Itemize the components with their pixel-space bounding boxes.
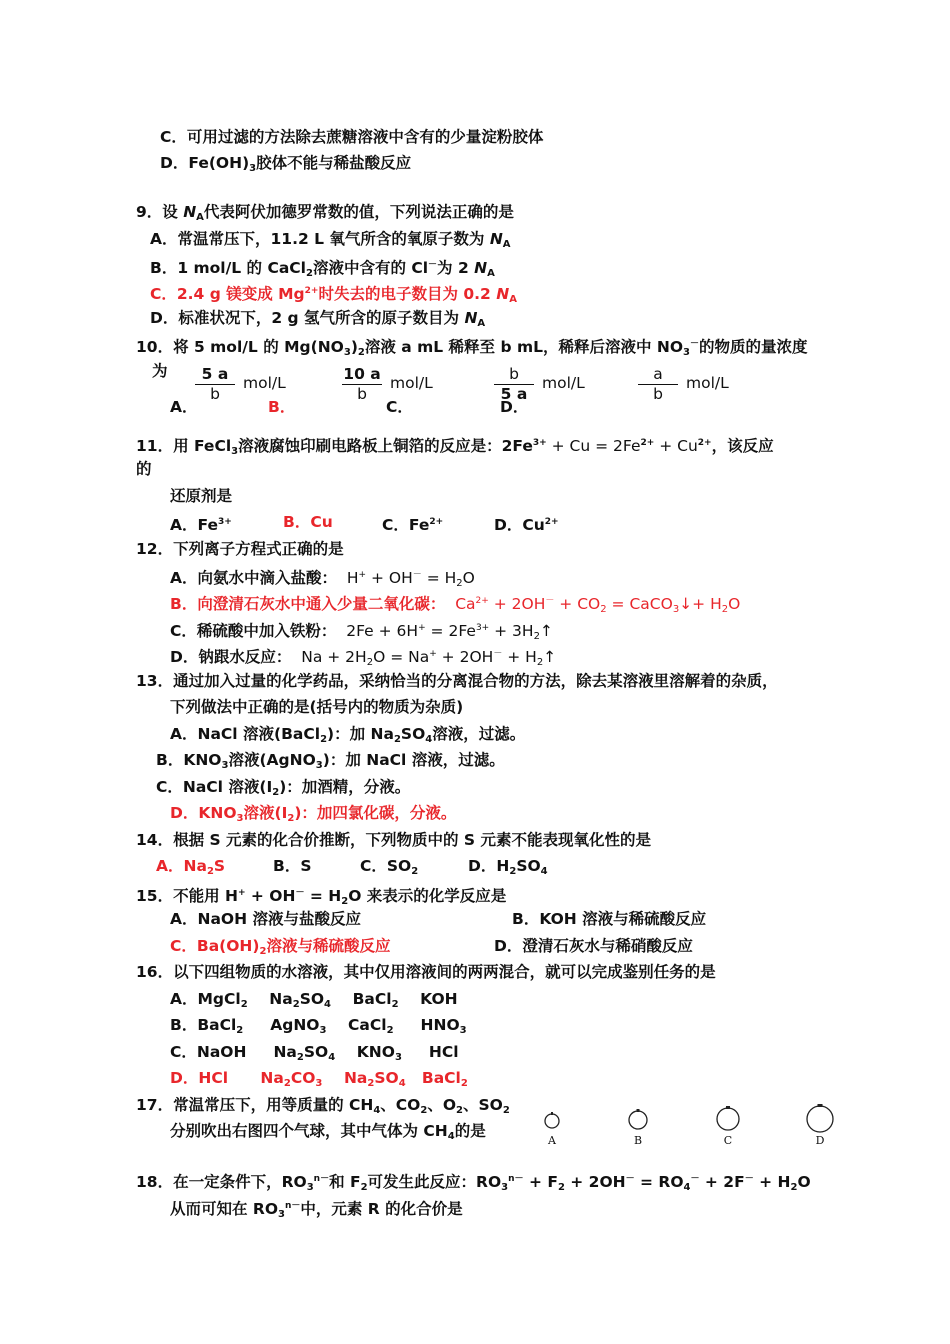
- q13-option-c: C．NaCl 溶液$(I_2)$：加酒精，分液。: [156, 778, 411, 798]
- q9-option-b: B．1 mol/L 的 CaCl$_2$溶液中含有的 Cl－为 2 $N_A$: [150, 259, 495, 279]
- q15-option-b: B．KOH 溶液与稀硫酸反应: [512, 910, 707, 928]
- balloon-b-icon: [618, 1104, 658, 1134]
- q17-stem-line1: 17．常温常压下，用等质量的 $CH_4$、$CO_2$、$O_2$、$SO_2$: [136, 1096, 510, 1116]
- q16-option-d-answer: D．HCl $Na_2CO_3$ $Na_2SO_4$ BaCl$_2$: [170, 1069, 468, 1089]
- q13-stem-line1: 13．通过加入过量的化学药品，采纳恰当的分离混合物的方法，除去某溶液里溶解着的杂质，: [136, 672, 778, 690]
- q16-option-a: A．MgCl$_2$ $Na_2SO_4$ BaCl$_2$ KOH: [170, 990, 458, 1010]
- fraction-unit: mol/L: [686, 374, 729, 392]
- q13-option-a: A．NaCl 溶液(BaCl$_2$)：加 $Na_2SO_4$溶液，过滤。: [170, 725, 526, 745]
- q9-option-a: A．常温常压下，11.2 L 氧气所含的氧原子数为 $N_A$: [150, 230, 511, 250]
- q10-stem: 10．将 5 mol/L 的 $Mg(NO_3)_2$溶液 a mL 稀释至 b mL，稀释后溶液中 $NO_3^-$的物质的量浓度: [136, 338, 808, 358]
- fraction-numerator: 10 a: [343, 365, 381, 383]
- q14-option-b: B．S: [273, 857, 312, 875]
- balloon-d: D: [800, 1104, 840, 1148]
- q18-stem-line1: 18．在一定条件下，$RO_3^{n-}$和 $F_2$可发生此反应：$RO_3^{n-} + F_2 + 2OH^- = RO_4^- + 2F^- + H_2O$: [136, 1173, 811, 1193]
- q9-option-d: D．标准状况下，2 g 氢气所含的原子数目为 $N_A$: [150, 309, 486, 329]
- balloon-b: B: [618, 1104, 658, 1148]
- q16-option-b: B．BaCl$_2$ AgNO$_3$ CaCl$_2$ $HNO_3$: [170, 1016, 467, 1036]
- balloon-a: A: [532, 1104, 572, 1148]
- q16-option-c: C．NaOH $Na_2SO_4$ $KNO_3$ HCl: [170, 1043, 459, 1063]
- fraction-denominator: b: [653, 385, 663, 403]
- q9-option-c-answer: C．2.4 g 镁变成 $Mg^{2+}$时失去的电子数目为 0.2 $N_A$: [150, 285, 517, 305]
- q11-stem: 11．用 FeCl$_3$溶液腐蚀印刷电路板上铜箔的反应是：$2Fe^{3+} + Cu = 2Fe^{2+} + Cu^{2+}$，该反应: [136, 437, 774, 457]
- fraction-unit: mol/L: [390, 374, 433, 392]
- q10-option-c: C．: [386, 398, 413, 416]
- q10-option-a: A．: [170, 398, 198, 416]
- q11-option-a: A．$Fe^{3+}$: [170, 516, 232, 534]
- q14-stem: 14．根据 S 元素的化合价推断，下列物质中的 S 元素不能表现氧化性的是: [136, 831, 651, 849]
- q14-option-c: C．$SO_2$: [360, 857, 419, 877]
- fraction-unit: mol/L: [243, 374, 286, 392]
- q12-option-d: D．钠跟水反应： $Na + 2H_2O = Na^+ + 2OH^-$ + $H_2↑$: [170, 648, 557, 668]
- q12-option-b-answer: B．向澄清石灰水中通入少量二氧化碳： $Ca^{2+} + 2OH^- + CO_2$ = CaCO$_3$↓+ $H_2O$: [170, 595, 741, 615]
- q12-option-c: C．稀硫酸中加入铁粉： $2Fe + 6H^+ = 2Fe^{3+}$ + $3H_2↑$: [170, 622, 553, 642]
- q13-option-b: B．$KNO_3$溶液(AgNO$_3$)：加 NaCl 溶液，过滤。: [156, 751, 505, 771]
- q11-option-b-answer: B．Cu: [283, 513, 333, 531]
- q14-option-d: D．$H_2SO_4$: [468, 857, 548, 877]
- fraction-numerator: a: [653, 365, 663, 383]
- fraction-denominator: 5 a: [500, 385, 528, 403]
- balloon-a-icon: [532, 1104, 572, 1134]
- q11-option-c: C．$Fe^{2+}$: [382, 516, 444, 534]
- fraction-numerator: 5 a: [201, 365, 229, 383]
- fraction-unit: mol/L: [542, 374, 585, 392]
- q11-stem-de: 的: [136, 460, 152, 478]
- fraction-denominator: b: [357, 385, 367, 403]
- q13-stem-line2: 下列做法中正确的是(括号内的物质为杂质): [170, 698, 464, 716]
- q8-option-d: D．$Fe(OH)_3$胶体不能与稀盐酸反应: [160, 154, 412, 174]
- balloon-c: C: [708, 1104, 748, 1148]
- balloon-d-icon: [800, 1104, 840, 1134]
- q17-stem-line2: 分别吹出右图四个气球，其中气体为 $CH_4$的是: [170, 1122, 486, 1142]
- q15-option-a: A．NaOH 溶液与盐酸反应: [170, 910, 361, 928]
- q10-stem-wei: 为: [152, 362, 168, 380]
- q15-stem: 15．不能用 $H^+ + OH^- = H_2O$ 来表示的化学反应是: [136, 887, 507, 907]
- q11-stem-line2: 还原剂是: [170, 487, 233, 505]
- q18-stem-line2: 从而可知在 $RO_3^{n-}$中，元素 R 的化合价是: [170, 1200, 463, 1220]
- q8-option-c: C．可用过滤的方法除去蔗糖溶液中含有的少量淀粉胶体: [160, 128, 544, 146]
- q10-option-b-answer: B．: [268, 398, 296, 416]
- q16-stem: 16．以下四组物质的水溶液，其中仅用溶液间的两两混合，就可以完成鉴别任务的是: [136, 963, 716, 981]
- q12-stem: 12．下列离子方程式正确的是: [136, 540, 344, 558]
- q13-option-d-answer: D．$KNO_3$溶液$(I_2)$：加四氯化碳，分液。: [170, 804, 457, 824]
- q9-stem: 9．设 $N_A$代表阿伏加德罗常数的值，下列说法正确的是: [136, 203, 514, 223]
- q12-option-a: A．向氨水中滴入盐酸： $H^+ + OH^- = H_2O$: [170, 569, 475, 589]
- q14-option-a-answer: A．$Na_2S$: [156, 857, 226, 877]
- fraction-numerator: b: [509, 365, 519, 383]
- q10-option-d: D．: [500, 398, 529, 416]
- fraction-denominator: b: [210, 385, 220, 403]
- q15-option-c-answer: C．$Ba(OH)_2$溶液与稀硫酸反应: [170, 937, 391, 957]
- balloon-c-icon: [708, 1104, 748, 1134]
- q15-option-d: D．澄清石灰水与稀硝酸反应: [494, 937, 693, 955]
- q11-option-d: D．$Cu^{2+}$: [494, 516, 559, 534]
